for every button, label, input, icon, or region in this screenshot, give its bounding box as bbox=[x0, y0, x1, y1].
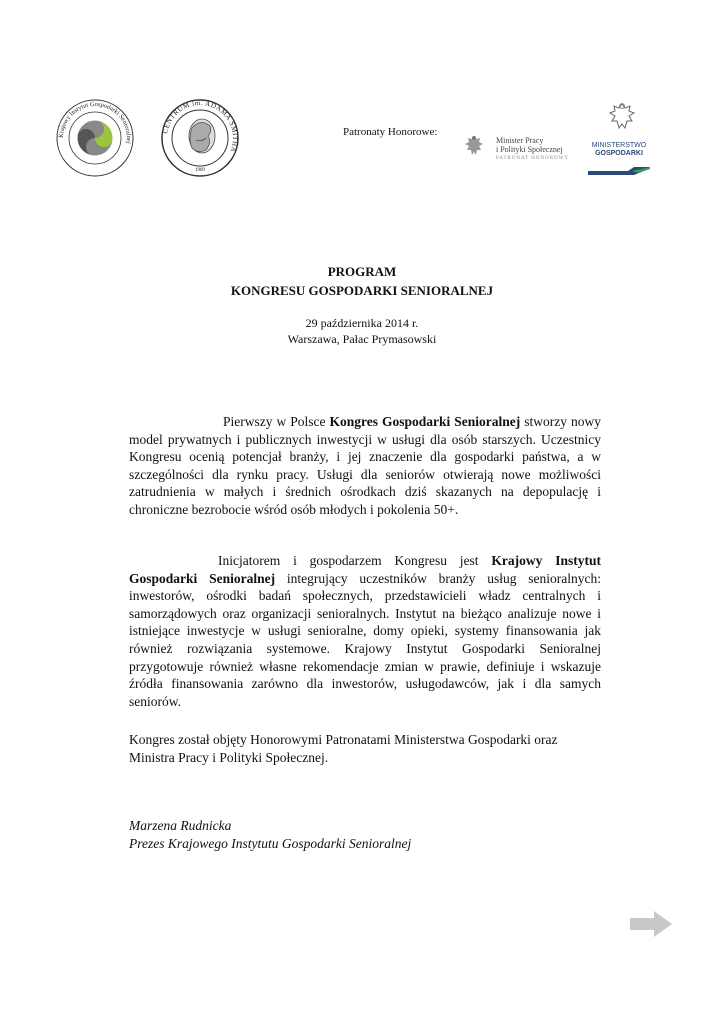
ministry-line2: GOSPODARKI bbox=[595, 150, 643, 157]
minister-line1: Minister Pracy bbox=[496, 136, 544, 145]
ministry-eagle-icon bbox=[602, 100, 642, 140]
p2-bold: Krajowy Instytut Gospodarki Senioralnej bbox=[129, 553, 601, 586]
signature-role: Prezes Krajowego Instytutu Gospodarki Senioralnej bbox=[129, 836, 412, 851]
p1-rest: stworzy nowy model prywatnych i publicznych inwestycji w usługi dla osób starszych. Uczestnicy Kongresu ocenią potencjał branży, i jej znaczenie dla gospodarki państwa, a w szczególności dla rynku pracy. Usługi dla seniorów otwierają nowe możliwości zatrudnienia w małych i średnich ośrodkach dziś skazanych na depopulację i chroniczne bezrobocie wśród osób młodych i pokolenia 50+. bbox=[129, 414, 601, 517]
p2-lead: Inicjatorem i gospodarzem Kongresu jest bbox=[218, 553, 492, 568]
ministry-stripe-icon bbox=[588, 160, 650, 168]
kigs-logo-text: Krajowy Instytut Gospodarki Senioralnej bbox=[57, 100, 133, 145]
minister-pracy-logo bbox=[496, 136, 569, 163]
event-date: 29 października 2014 r. bbox=[305, 316, 419, 330]
page-title: PROGRAM bbox=[327, 264, 397, 279]
minister-line2: i Polityki Społecznej bbox=[496, 145, 563, 154]
p2-rest: integrujący uczestników branży usług senioralnych: inwestorów, ośrodki badań społecznych, przedstawicieli władz centralnych i samorządowych oraz organizacji senioralnych. Instytut na bieżąco analizuje nowe i istniejące inwestycje w usługi senioralne, domy opieki, systemy finansowania jak również rozwiązania systemowe. Krajowy Instytut Gospodarki Senioralnej przygotowuje również własne rekomendacje zmian w prawie, definiuje i wskazuje źródła finansowania zarówno dla inwestorów, usługodawców, jak i dla samych seniorów. bbox=[129, 570, 601, 709]
p1-bold: Kongres Gospodarki Senioralnej bbox=[329, 414, 521, 429]
event-place: Warszawa, Pałac Prymasowski bbox=[287, 332, 437, 346]
adam-smith-logo-icon bbox=[160, 98, 240, 178]
kigs-logo-icon bbox=[55, 98, 135, 178]
paragraph-patronage: Kongres został objęty Honorowymi Patronatami Ministerstwa Gospodarki oraz Ministra Pracy i Polityki Społecznej. bbox=[129, 732, 558, 765]
paragraph-organizer bbox=[129, 552, 601, 710]
next-page-arrow-icon[interactable] bbox=[630, 911, 672, 937]
polish-eagle-icon bbox=[459, 132, 489, 162]
ministry-line1: MINISTERSTWO bbox=[591, 142, 647, 149]
minister-sub: PATRONAT HONOROWY bbox=[496, 156, 569, 161]
paragraph-intro bbox=[129, 413, 601, 519]
ministry-gospodarki-logo bbox=[588, 142, 650, 158]
signature-name: Marzena Rudnicka bbox=[129, 818, 232, 833]
adam-smith-logo-year: 1989 bbox=[195, 168, 205, 173]
patronage-label: Patronaty Honorowe: bbox=[343, 126, 438, 138]
adam-smith-logo-text: CENTRUM im. ADAMA SMITHA bbox=[161, 98, 240, 154]
page-subtitle: KONGRESU GOSPODARKI SENIORALNEJ bbox=[230, 283, 494, 298]
p1-lead: Pierwszy w Polsce bbox=[223, 414, 330, 429]
